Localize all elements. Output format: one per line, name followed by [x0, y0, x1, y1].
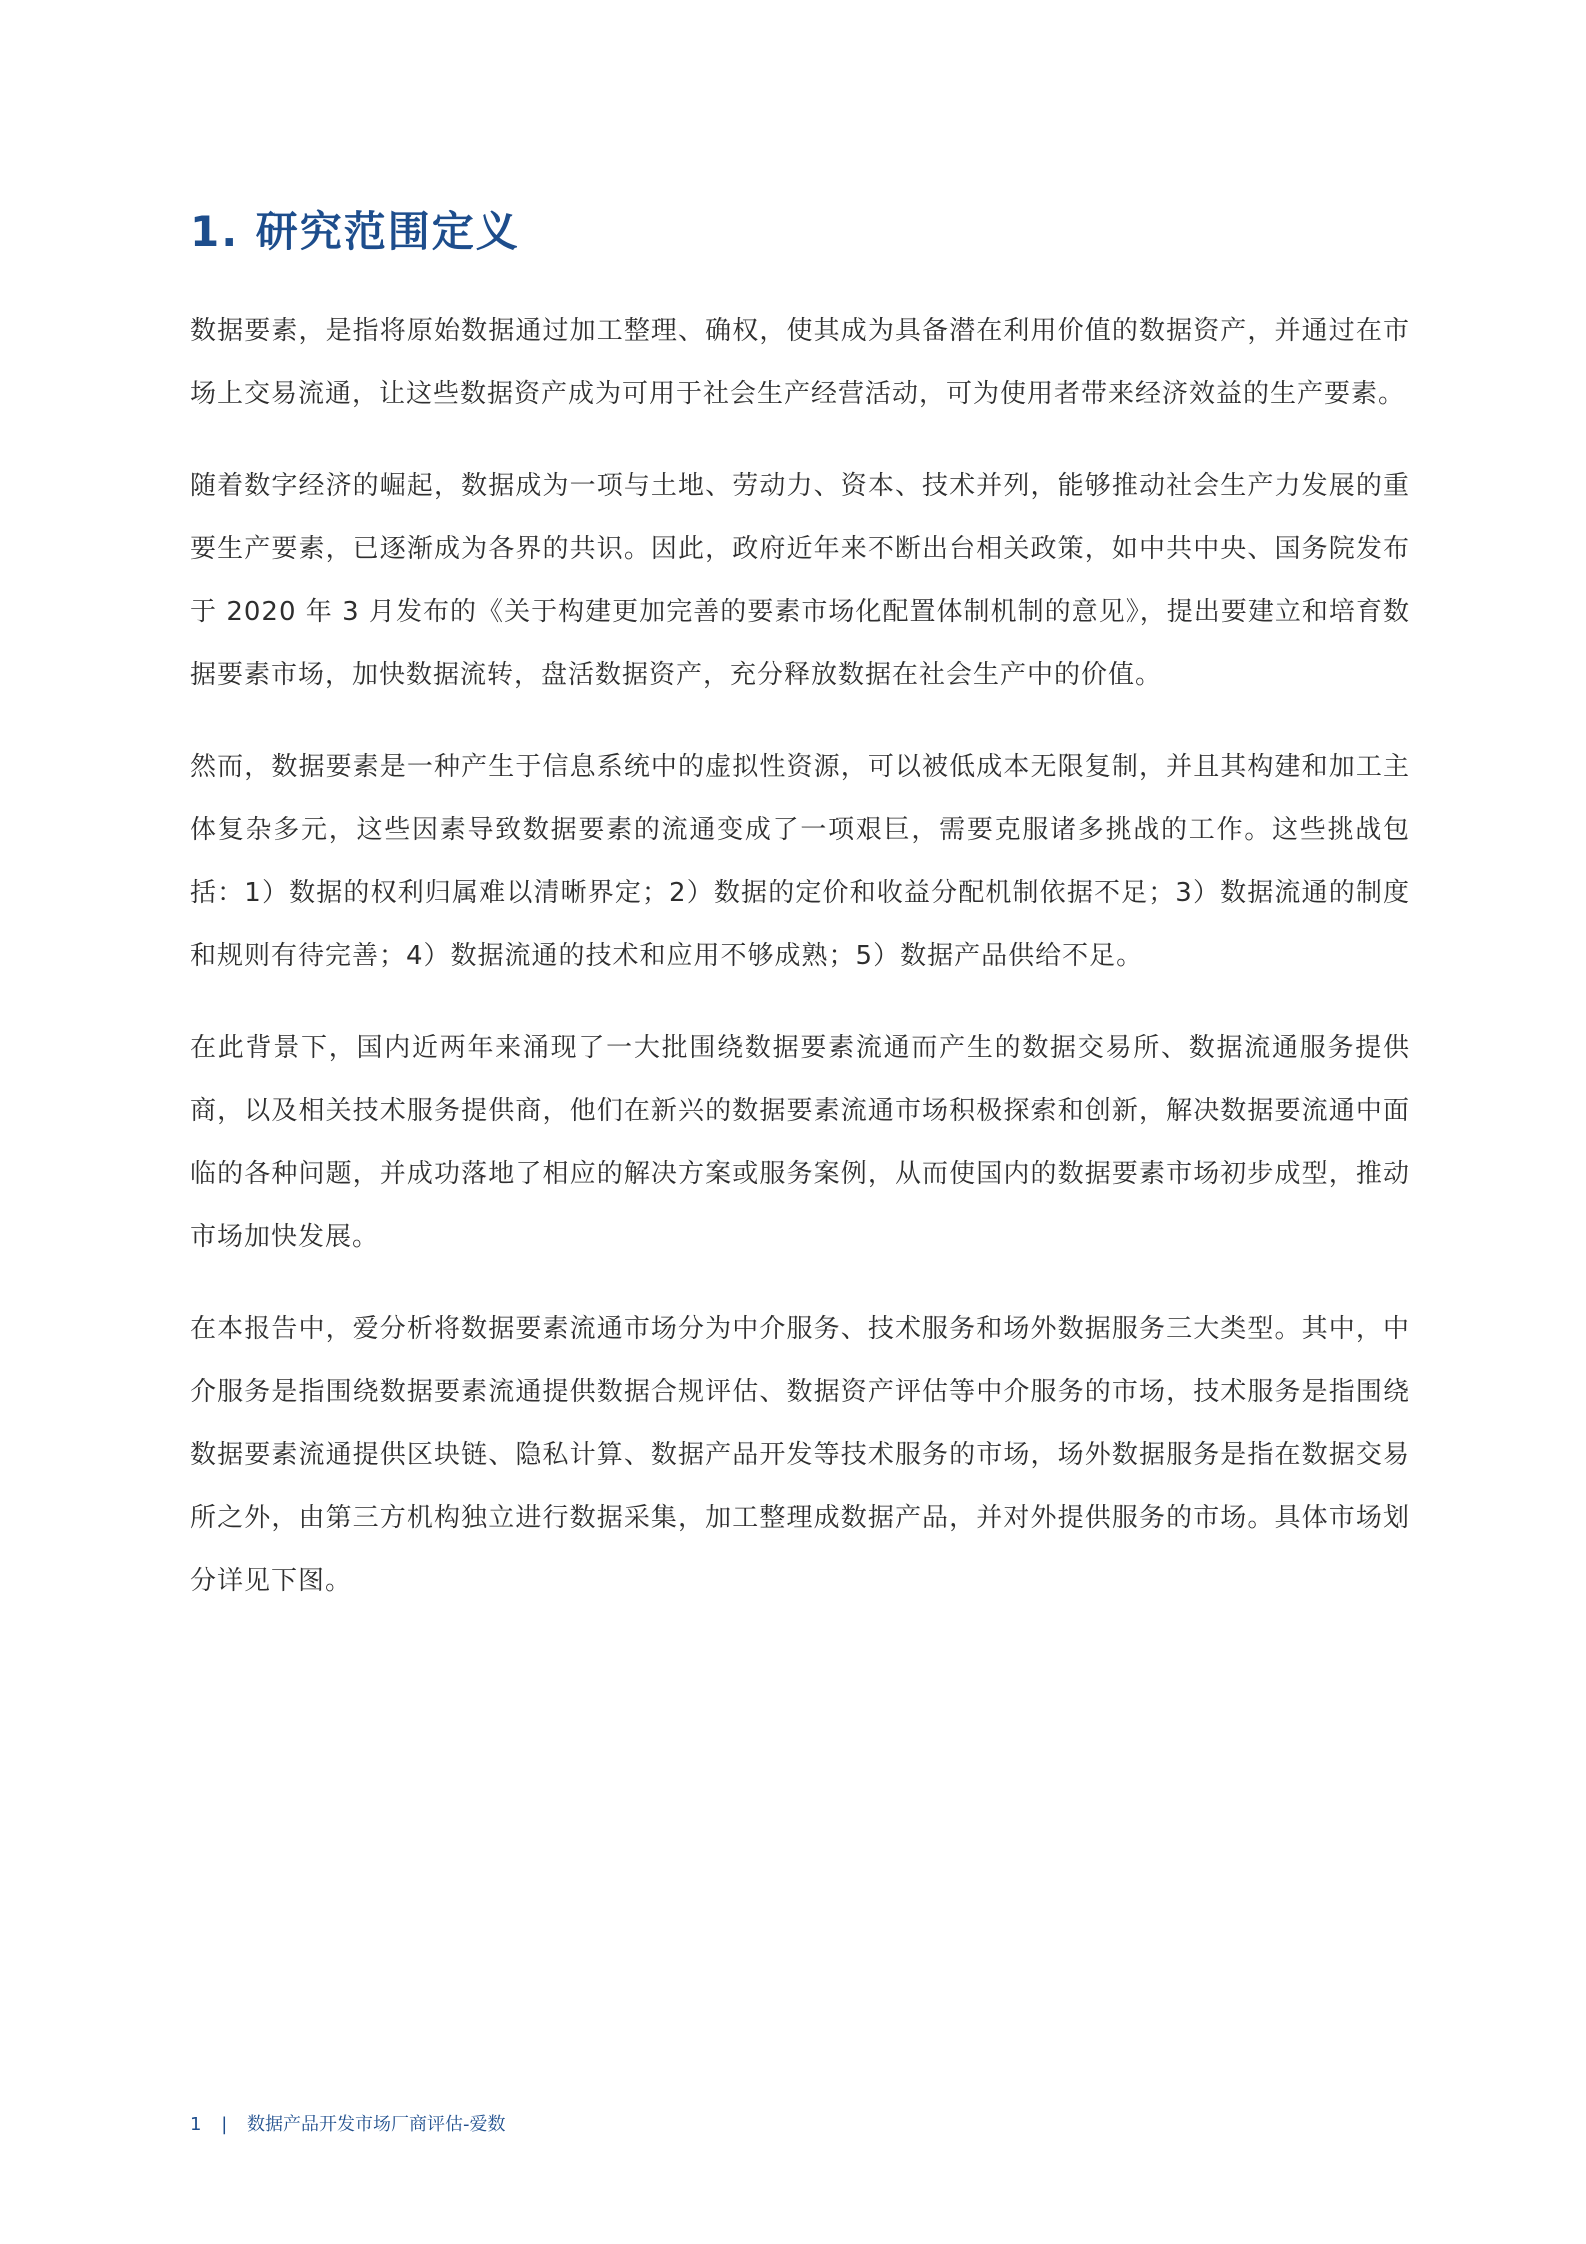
page-footer: [190, 2112, 506, 2138]
body-text: [190, 300, 1410, 1642]
footer-separator: |: [221, 2114, 228, 2135]
report-title: 数据产品开发市场厂商评估-爱数: [247, 2114, 506, 2135]
paragraph-4: 在此背景下，国内近两年来涌现了一大批围绕数据要素流通而产生的数据交易所、数据流通服务提供商，以及相关技术服务提供商，他们在新兴的数据要素流通市场积极探索和创新，解决数据要流通中面临的各种问题，并成功落地了相应的解决方案或服务案例，从而使国内的数据要素市场初步成型，推动市场加快发展。: [190, 1033, 1410, 1252]
paragraph-1: 数据要素，是指将原始数据通过加工整理、确权，使其成为具备潜在利用价值的数据资产，并通过在市场上交易流通，让这些数据资产成为可用于社会生产经营活动，可为使用者带来经济效益的生产要素。: [190, 316, 1410, 409]
page-number: 1: [190, 2114, 202, 2135]
paragraph-3: 然而，数据要素是一种产生于信息系统中的虚拟性资源，可以被低成本无限复制，并且其构建和加工主体复杂多元，这些因素导致数据要素的流通变成了一项艰巨，需要克服诸多挑战的工作。这些挑战包括：1）数据的权利归属难以清晰界定；2）数据的定价和收益分配机制依据不足；3）数据流通的制度和规则有待完善；4）数据流通的技术和应用不够成熟；5）数据产品供给不足。: [190, 752, 1410, 971]
section-title: 1. 研究范围定义: [190, 207, 520, 256]
paragraph-5: 在本报告中，爱分析将数据要素流通市场分为中介服务、技术服务和场外数据服务三大类型。其中，中介服务是指围绕数据要素流通提供数据合规评估、数据资产评估等中介服务的市场，技术服务是指围绕数据要素流通提供区块链、隐私计算、数据产品开发等技术服务的市场，场外数据服务是指在数据交易所之外，由第三方机构独立进行数据采集，加工整理成数据产品，并对外提供服务的市场。具体市场划分详见下图。: [190, 1314, 1410, 1596]
paragraph-2: 随着数字经济的崛起，数据成为一项与土地、劳动力、资本、技术并列，能够推动社会生产力发展的重要生产要素，已逐渐成为各界的共识。因此，政府近年来不断出台相关政策，如中共中央、国务院发布于 2020 年 3 月发布的《关于构建更加完善的要素市场化配置体制机制的意见》，提出要建立和培育数据要素市场，加快数据流转，盘活数据资产，充分释放数据在社会生产中的价值。: [190, 471, 1410, 690]
